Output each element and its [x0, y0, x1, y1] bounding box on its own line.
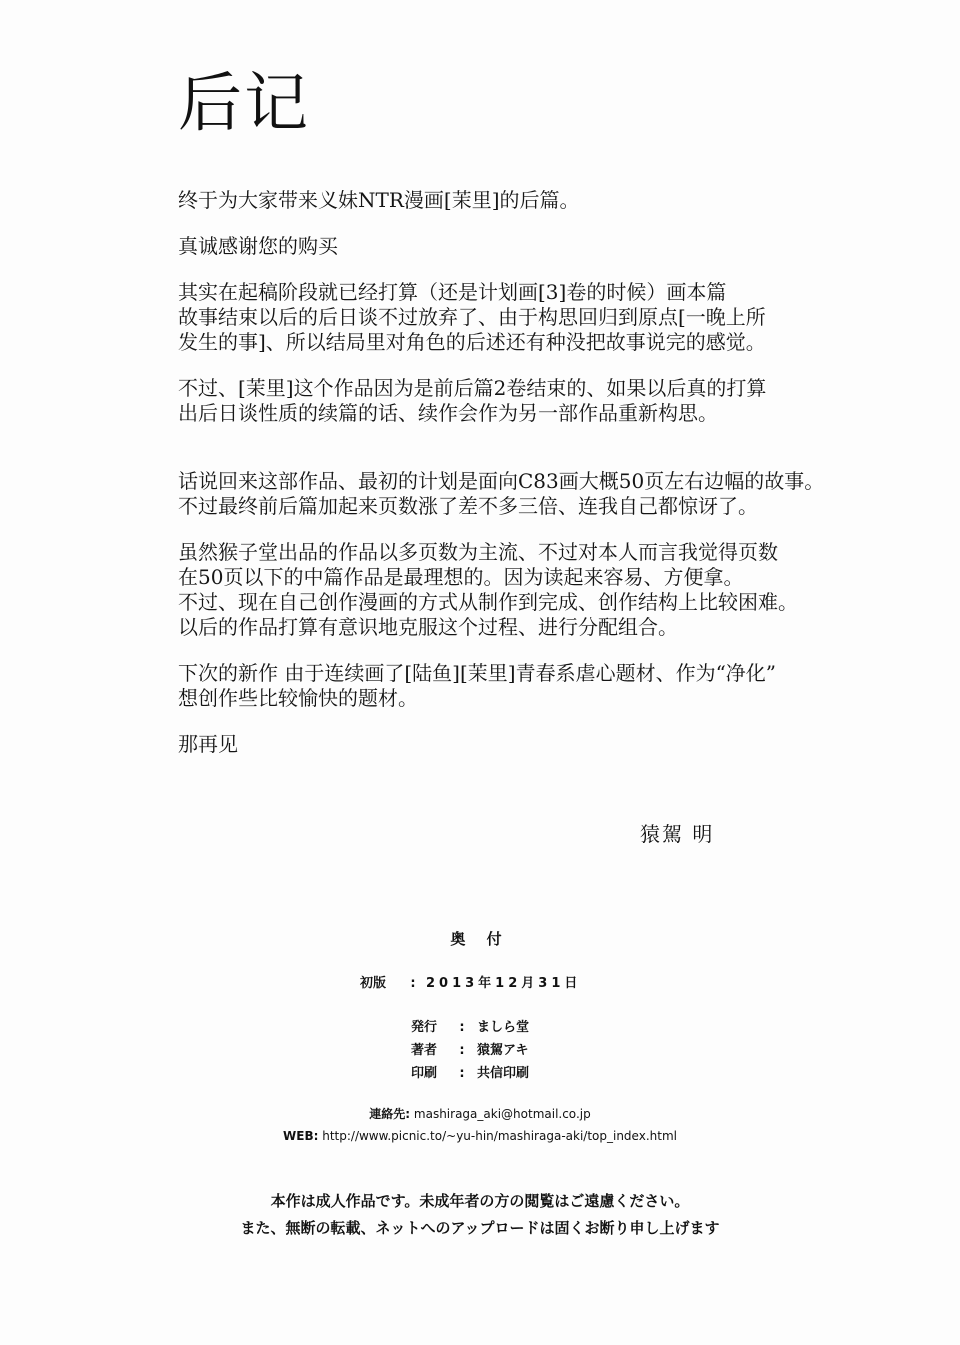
- credit-separator: :: [459, 1043, 465, 1058]
- contact-email-row: [0, 1103, 960, 1125]
- contact-email-label: 連絡先:: [369, 1107, 411, 1121]
- credit-label: 印刷: [411, 1066, 438, 1081]
- author-signature: 猿駕 明: [640, 822, 715, 846]
- page-title: 后记: [178, 67, 310, 141]
- credit-separator: :: [459, 1020, 465, 1035]
- colophon-title: 奥 付: [450, 930, 510, 948]
- notice-line-reprint: また、無断の転載、ネットへのアップロードは固くお断り申し上げます: [240, 1219, 720, 1237]
- first-edition-row: [360, 972, 581, 991]
- credit-value: ましら堂: [477, 1020, 530, 1035]
- first-edition-label: 初版: [360, 976, 387, 991]
- credit-separator: :: [459, 1066, 465, 1081]
- credit-row-printer: [411, 1062, 529, 1085]
- first-edition-separator: :: [410, 976, 416, 991]
- paragraph-sequel: 不过、[茉里]这个作品因为是前后篇2卷结束的、如果以后真的打算 出后日谈性质的续篇的话、续作会作为另一部作品重新构思。: [178, 376, 767, 425]
- paragraph-epilogue-plan: 其实在起稿阶段就已经打算（还是计划画[3]卷的时候）画本篇 故事结束以后的后日谈不过放弃了、由于构思回归到原点[一晚上所 发生的事]、所以结局里对角色的后述还有种没把故事说完的感觉。: [178, 280, 766, 354]
- contact-web-row: [0, 1125, 960, 1147]
- credit-row-publisher: [411, 1016, 529, 1039]
- credit-row-author: [411, 1039, 529, 1062]
- paragraph-thanks: 真诚感谢您的购买: [178, 234, 338, 258]
- paragraph-ideal-length: 虽然猴子堂出品的作品以多页数为主流、不过对本人而言我觉得页数 在50页以下的中篇作品是最理想的。因为读起来容易、方便拿。 不过、现在自己创作漫画的方式从制作到完成、创作结构上比较困难。 以后的作品打算有意识地克服这个过程、进行分配组合。: [178, 540, 798, 639]
- afterword-body: [178, 188, 878, 757]
- credit-label: 発行: [411, 1020, 438, 1035]
- first-edition-date: 2013年12月31日: [426, 976, 582, 991]
- paragraph-page-count: 话说回来这部作品、最初的计划是面向C83画大概50页左右边幅的故事。 不过最终前后篇加起来页数涨了差不多三倍、连我自己都惊讶了。: [178, 469, 825, 518]
- credit-value: 猿駕アキ: [477, 1043, 529, 1058]
- credits-list: [411, 1016, 529, 1085]
- contact-block: [0, 1103, 960, 1147]
- notice-line-adult: 本作は成人作品です。未成年者の方の閲覧はご遠慮ください。: [270, 1192, 690, 1210]
- paragraph-next-work: 下次的新作 由于连续画了[陆鱼][茉里]青春系虐心题材、作为“净化” 想创作些比较愉快的题材。: [178, 661, 777, 710]
- contact-web-label: WEB:: [283, 1129, 319, 1143]
- credit-label: 著者: [411, 1043, 438, 1058]
- credit-value: 共信印刷: [477, 1066, 530, 1081]
- paragraph-farewell: 那再见: [178, 732, 238, 756]
- paragraph-intro: 终于为大家带来义妹NTR漫画[茉里]的后篇。: [178, 188, 580, 212]
- contact-email-value: mashiraga_aki@hotmail.co.jp: [413, 1107, 591, 1121]
- adult-content-notice: [0, 1188, 960, 1242]
- contact-web-value: http://www.picnic.to/~yu-hin/mashiraga-aki/top_index.html: [322, 1129, 677, 1143]
